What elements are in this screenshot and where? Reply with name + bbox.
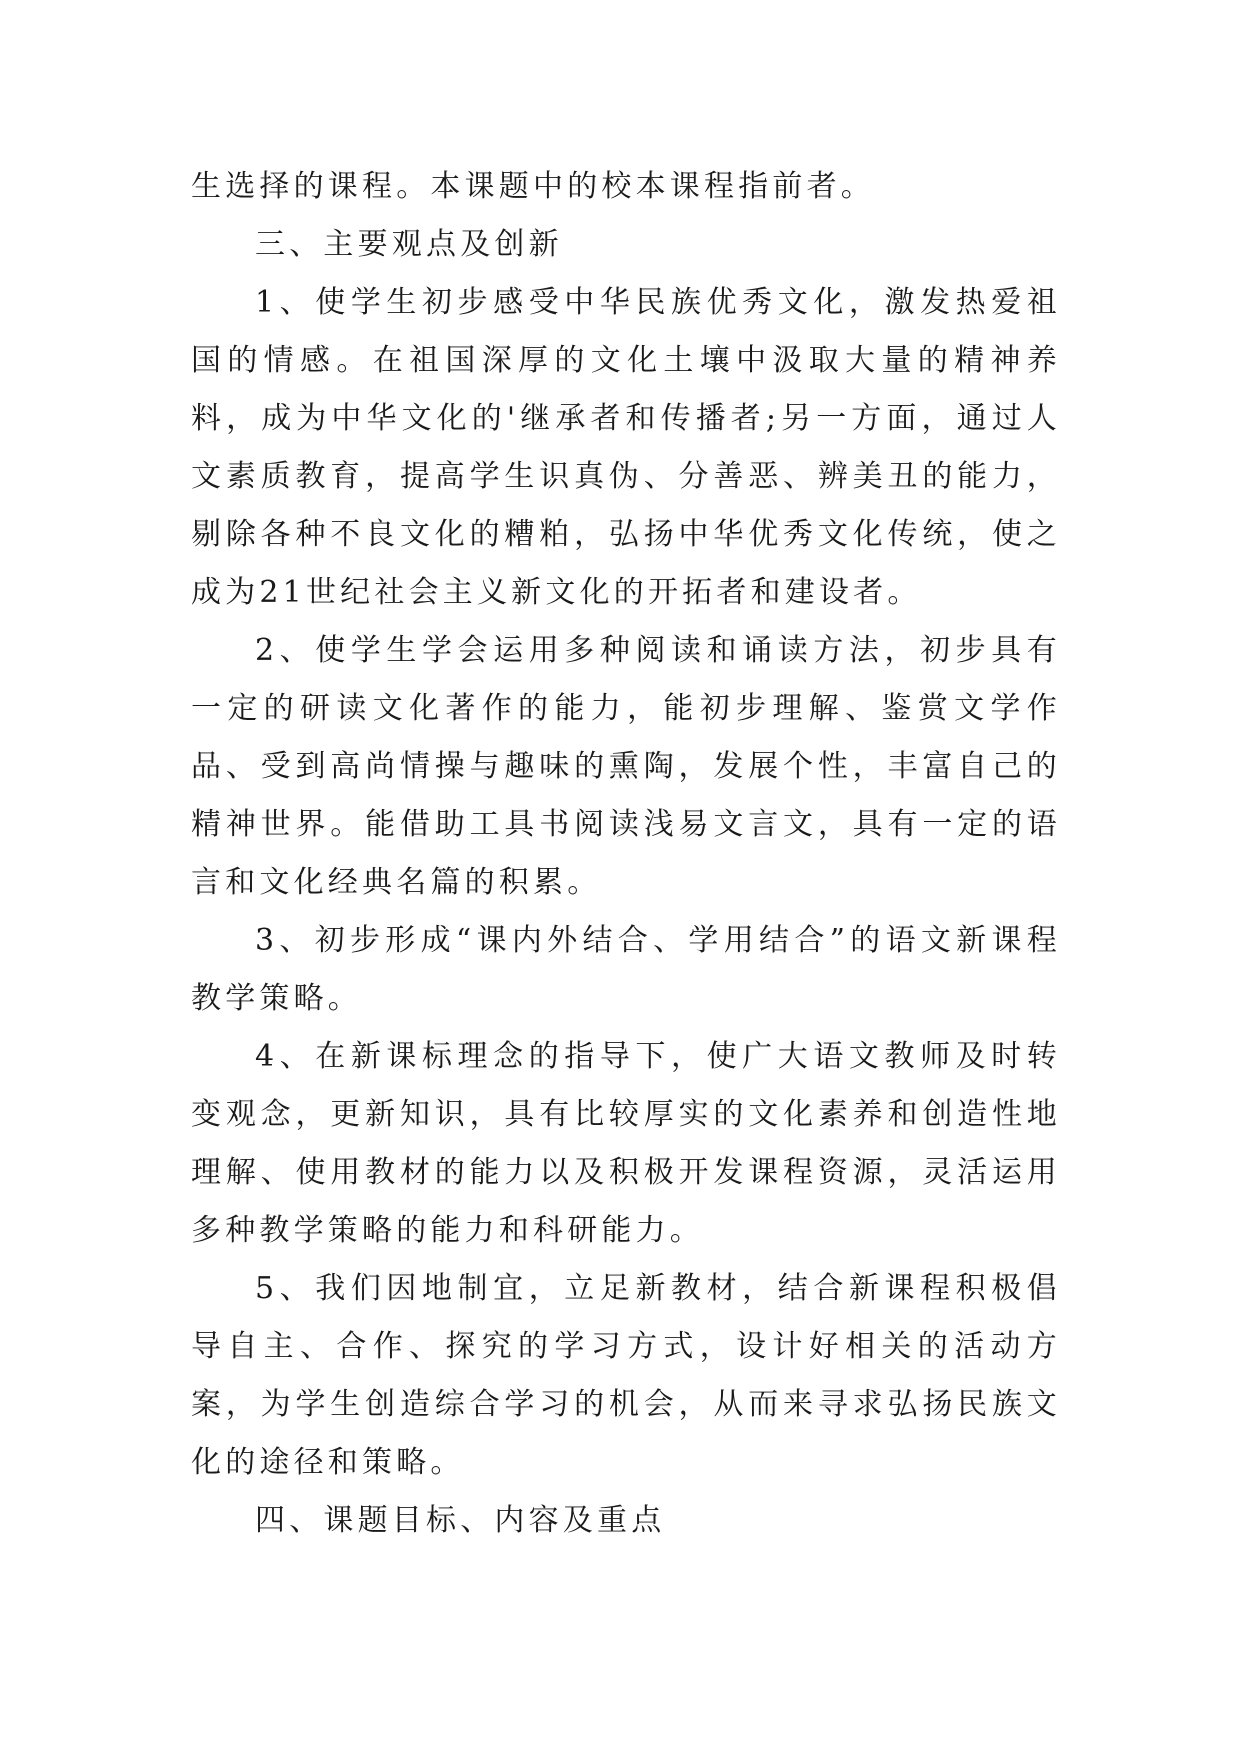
paragraph-point-3: 3、初步形成“课内外结合、学用结合”的语文新课程教学策略。 bbox=[191, 923, 1061, 1016]
paragraph-point-1: 1、使学生初步感受中华民族优秀文化，激发热爱祖国的情感。在祖国深厚的文化土壤中汲取大量的精神养料，成为中华文化的'继承者和传播者;另一方面，通过人文素质教育，提高学生识真伪、分善恶、辨美丑的能力，剔除各种不良文化的糟粕，弘扬中华优秀文化传统，使之成为21世纪社会主义新文化的开拓者和建设者。 bbox=[191, 285, 1061, 610]
document-body bbox=[191, 158, 1061, 1550]
section-heading-main-points: 三、主要观点及创新 bbox=[255, 227, 563, 262]
paragraph-point-2: 2、使学生学会运用多种阅读和诵读方法，初步具有一定的研读文化著作的能力，能初步理解、鉴赏文学作品、受到高尚情操与趣味的熏陶，发展个性，丰富自己的精神世界。能借助工具书阅读浅易文言文，具有一定的语言和文化经典名篇的积累。 bbox=[191, 633, 1061, 900]
section-heading-goals: 四、课题目标、内容及重点 bbox=[255, 1503, 666, 1538]
paragraph-point-5: 5、我们因地制宜，立足新教材，结合新课程积极倡导自主、合作、探究的学习方式，设计好相关的活动方案，为学生创造综合学习的机会，从而来寻求弘扬民族文化的途径和策略。 bbox=[191, 1271, 1061, 1480]
paragraph-continuation: 生选择的课程。本课题中的校本课程指前者。 bbox=[191, 169, 875, 204]
paragraph-point-4: 4、在新课标理念的指导下，使广大语文教师及时转变观念，更新知识，具有比较厚实的文化素养和创造性地理解、使用教材的能力以及积极开发课程资源，灵活运用多种教学策略的能力和科研能力。 bbox=[191, 1039, 1061, 1248]
